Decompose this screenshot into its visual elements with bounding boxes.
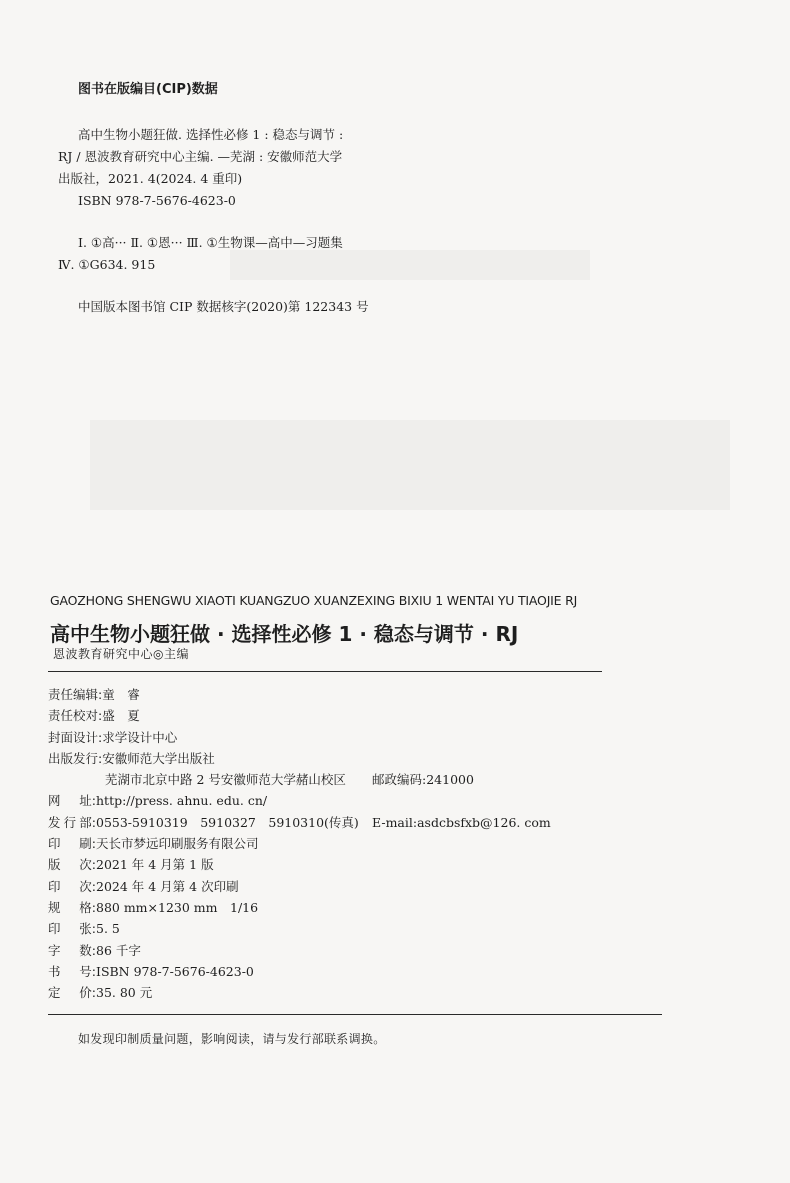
format-row <box>48 897 668 918</box>
printing-label: 印 次: <box>48 878 96 894</box>
address-row <box>48 769 668 790</box>
words-row <box>48 940 668 961</box>
printer-row <box>48 833 668 854</box>
address-value: 芜湖市北京中路 2 号安徽师范大学赭山校区 <box>105 772 346 788</box>
book-title: 高中生物小题狂做 · 选择性必修 1 · 稳态与调节 · RJ <box>50 622 519 646</box>
sheets-row <box>48 918 668 939</box>
edition-value: 2021 年 4 月第 1 版 <box>96 857 214 873</box>
cip-check-number: 中国版本图书馆 CIP 数据核字(2020)第 122343 号 <box>78 299 369 314</box>
proofreader-value: 盛 夏 <box>102 708 140 724</box>
classification-line-1: Ⅰ. ①高··· Ⅱ. ①恩··· Ⅲ. ①生物课—高中—习题集 <box>78 235 343 250</box>
cip-line-3: 出版社，2021. 4(2024. 4 重印) <box>58 171 243 186</box>
printing-row <box>48 876 668 897</box>
cip-record <box>58 124 618 212</box>
isbn-row <box>48 961 668 982</box>
sales-row <box>48 812 668 833</box>
sheets-label: 印 张: <box>48 921 96 937</box>
isbn-value: ISBN 978-7-5676-4623-0 <box>96 963 254 979</box>
postcode-value: 邮政编码:241000 <box>372 772 474 788</box>
sales-phone-value: 0553-5910319 5910327 5910310(传真) <box>96 814 359 830</box>
quality-notice: 如发现印制质量问题，影响阅读，请与发行部联系调换。 <box>78 1032 386 1046</box>
printing-value: 2024 年 4 月第 4 次印刷 <box>96 878 239 894</box>
format-value: 880 mm×1230 mm 1/16 <box>96 899 259 915</box>
publication-details <box>48 684 668 1003</box>
classification-line-2: Ⅳ. ①G634. 915 <box>58 257 156 272</box>
publisher-value: 安徽师范大学出版社 <box>102 750 215 766</box>
divider-top <box>48 671 602 672</box>
cip-heading: 图书在版编目(CIP)数据 <box>78 82 218 97</box>
proofreader-row <box>48 705 668 726</box>
edition-row <box>48 854 668 875</box>
cip-classification <box>58 232 343 276</box>
cip-line-1: 高中生物小题狂做. 选择性必修 1 : 稳态与调节 : <box>78 127 344 142</box>
cover-design-value: 求学设计中心 <box>102 729 178 745</box>
divider-bottom <box>48 1014 662 1015</box>
responsible-editor-label: 责任编辑: <box>48 687 103 702</box>
cip-isbn: ISBN 978-7-5676-4623-0 <box>78 193 236 208</box>
email-value: E-mail:asdcbsfxb@126. com <box>372 814 551 830</box>
website-label: 网 址: <box>48 793 96 809</box>
publisher-label: 出版发行: <box>48 750 103 766</box>
website-value: http://press. ahnu. edu. cn/ <box>96 793 268 809</box>
price-value: 35. 80 元 <box>96 985 153 1001</box>
format-label: 规 格: <box>48 899 96 915</box>
isbn-label: 书 号: <box>48 963 96 979</box>
website-row <box>48 790 668 811</box>
responsible-editor-value: 童 睿 <box>102 687 140 702</box>
price-row <box>48 982 668 1003</box>
publisher-row <box>48 748 668 769</box>
edition-label: 版 次: <box>48 857 96 873</box>
cip-line-2: RJ / 恩波教育研究中心主编. —芜湖 : 安徽师范大学 <box>58 149 343 164</box>
cover-design-row <box>48 727 668 748</box>
chief-editor: 恩波教育研究中心◎主编 <box>53 647 189 661</box>
responsible-editor-row <box>48 684 668 705</box>
pinyin-title: GAOZHONG SHENGWU XIAOTI KUANGZUO XUANZEXING BIXIU 1 WENTAI YU TIAOJIE RJ <box>50 593 578 608</box>
words-label: 字 数: <box>48 942 96 958</box>
price-label: 定 价: <box>48 985 96 1001</box>
printer-label: 印 刷: <box>48 836 96 852</box>
printer-value: 天长市梦远印刷服务有限公司 <box>96 836 259 852</box>
sheets-value: 5. 5 <box>96 921 120 937</box>
sales-label: 发 行 部: <box>48 814 96 830</box>
show-through-mark <box>90 420 730 510</box>
words-value: 86 千字 <box>96 942 141 958</box>
cover-design-label: 封面设计: <box>48 729 103 745</box>
proofreader-label: 责任校对: <box>48 708 103 724</box>
